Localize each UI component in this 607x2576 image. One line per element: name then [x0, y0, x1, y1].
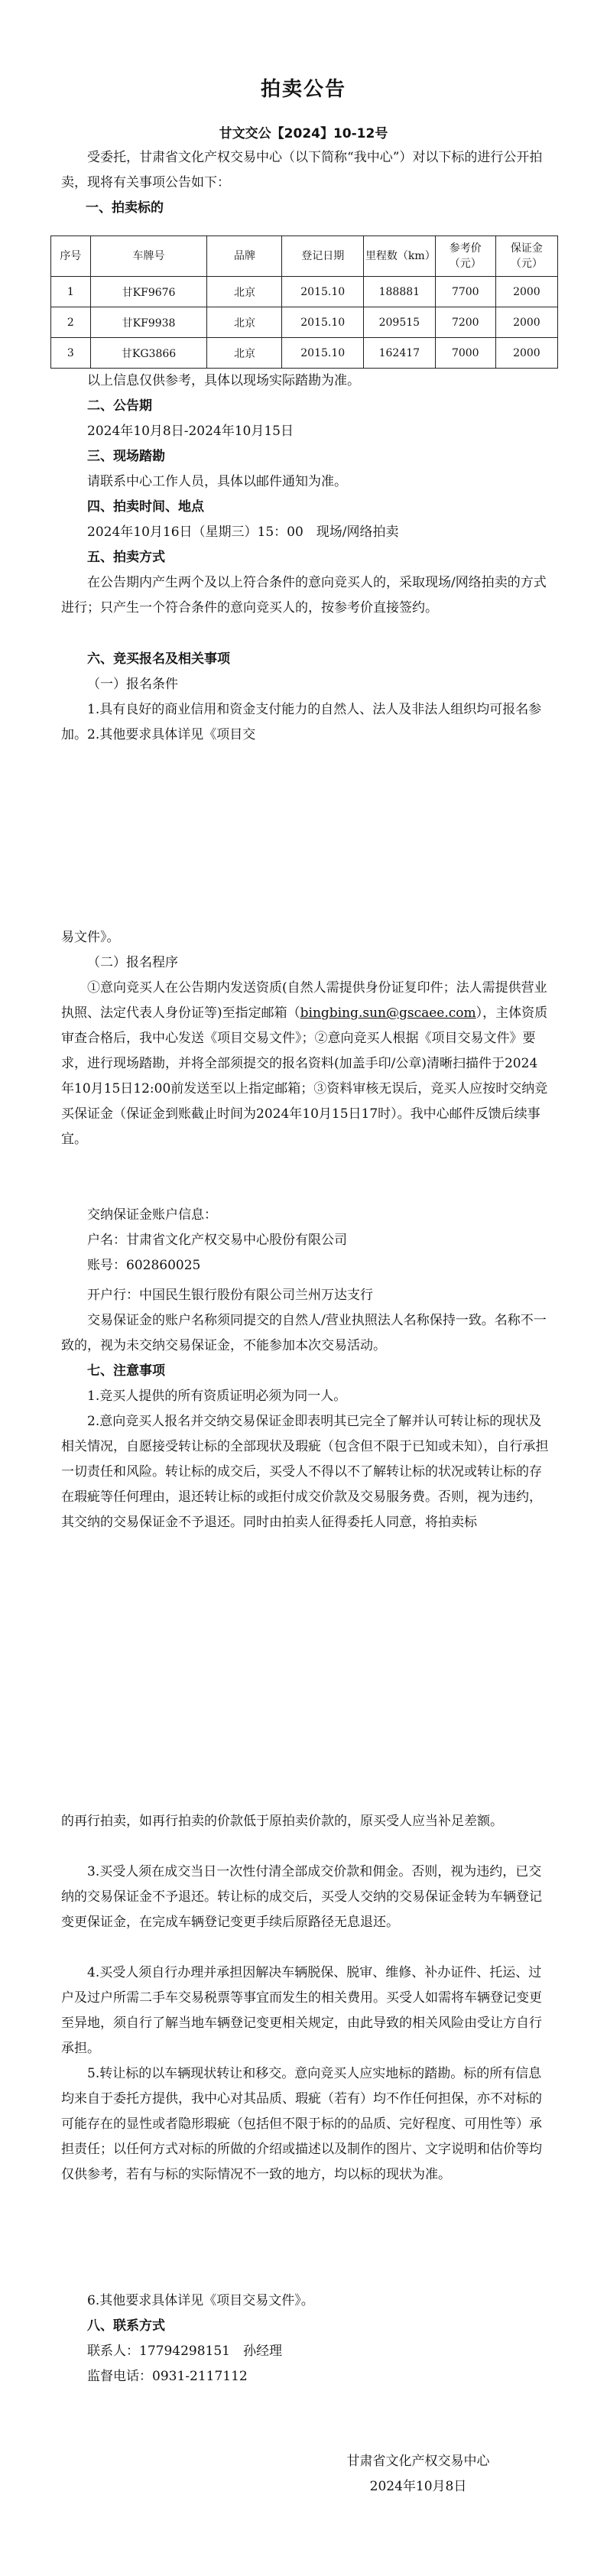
cell-reg-date: 2015.10: [282, 307, 363, 338]
notice-item-1: 1.竞买人提供的所有资质证明必须为同一人。: [87, 1389, 347, 1404]
lots-table: [50, 236, 558, 369]
section-6-heading: 六、竞买报名及相关事项: [87, 651, 230, 667]
email-link[interactable]: bingbing.sun@gscaee.com: [300, 1005, 476, 1021]
cell-mileage: 162417: [363, 338, 435, 369]
section-4-heading: 四、拍卖时间、地点: [87, 499, 204, 515]
notice-item-2-continued: 的再行拍卖，如再行拍卖的价款低于原拍卖价款的，原买受人应当补足差额。: [61, 1814, 503, 1829]
table-row: [51, 338, 558, 369]
cell-ref-price: 7000: [435, 338, 495, 369]
registration-conditions-text: 1.具有良好的商业信用和资金支付能力的自然人、法人及非法人组织均可报名参加。2.其他要求具体详见《项目交: [61, 702, 542, 742]
col-header-brand: 品牌: [207, 236, 282, 277]
table-row: [51, 277, 558, 307]
announcement-period: 2024年10月8日-2024年10月15日: [87, 424, 294, 439]
page-title: 拍卖公告: [260, 78, 346, 101]
supervision-phone: 监督电话：0931-2117112: [87, 2369, 248, 2384]
notice-item-6: 6.其他要求具体详见《项目交易文件》。: [87, 2293, 314, 2308]
cell-index: 3: [51, 338, 91, 369]
deposit-account-title: 交纳保证金账户信息：: [87, 1207, 217, 1223]
cell-deposit: 2000: [495, 277, 557, 307]
cell-plate: 甘KF9938: [90, 307, 207, 338]
auction-time-place: 2024年10月16日（星期三）15：00 现场/网络拍卖: [87, 525, 399, 540]
procedure-text-part-b: ），主体资质审查合格后，我中心发送《项目交易文件》；②意向竞买人根据《项目交易文件》要求，进行现场踏勘，并将全部须提交的报名资料(加盖手印/公章)清晰扫描件于2024年10月15日12:00前发送至以上指定邮箱；③资料审核无误后，竞买人应按时交纳竞买保证金（保证金到账截止时间为2024年10月15日17时）。我中心邮件反馈后续事宜。: [61, 1005, 548, 1147]
deposit-account-note: 交易保证金的账户名称须同提交的自然人/营业执照法人名称保持一致。名称不一致的，视为未交纳交易保证金，不能参加本次交易活动。: [61, 1313, 547, 1353]
col-header-deposit: 保证金（元）: [495, 236, 557, 277]
registration-conditions-heading: （一）报名条件: [87, 677, 178, 692]
cell-mileage: 209515: [363, 307, 435, 338]
cell-mileage: 188881: [363, 277, 435, 307]
notice-item-4: 4.买受人须自行办理并承担因解决车辆脱保、脱审、维修、补办证件、托运、过户及过户所需二手车交易税票等事宜而发生的相关费用。买受人如需将车辆登记变更至异地，须自行了解当地车辆登记变更相关规定，由此导致的相关风险由受让方自行承担。: [61, 1965, 542, 2056]
col-header-mileage: 里程数（km）: [363, 236, 435, 277]
cell-deposit: 2000: [495, 307, 557, 338]
section-3-heading: 三、现场踏勘: [87, 449, 165, 464]
table-row: [51, 307, 558, 338]
section-2-heading: 二、公告期: [87, 398, 152, 414]
section-7-heading: 七、注意事项: [87, 1363, 165, 1379]
section-1-heading: 一、拍卖标的: [86, 200, 164, 216]
notice-item-3: 3.买受人须在成交当日一次性付清全部成交价款和佣金。否则，视为违约，已交纳的交易保证金不予退还。转让标的成交后，买受人交纳的交易保证金转为车辆登记变更保证金，在完成车辆登记变更手续后原路径无息退还。: [61, 1864, 542, 1930]
section-8-heading: 八、联系方式: [87, 2318, 165, 2334]
intro-paragraph: 受委托，甘肃省文化产权交易中心（以下简称“我中心”）对以下标的进行公开拍卖，现将有关事项公告如下：: [61, 150, 543, 190]
cell-ref-price: 7700: [435, 277, 495, 307]
cell-brand: 北京: [207, 277, 282, 307]
signature-organization: 甘肃省文化产权交易中心: [346, 2454, 490, 2469]
registration-conditions-continued: 易文件》。: [61, 930, 120, 945]
cell-reg-date: 2015.10: [282, 277, 363, 307]
col-header-ref-price: 参考价（元）: [435, 236, 495, 277]
table-note: 以上信息仅供参考，具体以现场实际踏勘为准。: [87, 373, 360, 388]
registration-procedure-heading: （二）报名程序: [87, 955, 178, 970]
col-header-reg-date: 登记日期: [282, 236, 363, 277]
cell-reg-date: 2015.10: [282, 338, 363, 369]
section-5-heading: 五、拍卖方式: [87, 550, 165, 565]
notice-item-5: 5.转让标的以车辆现状转让和移交。意向竞买人应实地标的踏勘。标的所有信息均来自于委托方提供，我中心对其品质、瑕疵（若有）均不作任何担保，亦不对标的可能存在的显性或者隐形瑕疵（包括但不限于标的的品质、完好程度、可用性等）承担责任；以任何方式对标的所做的介绍或描述以及制作的图片、文字说明和估价等均仅供参考，若有与标的实际情况不一致的地方，均以标的现状为准。: [61, 2066, 542, 2182]
cell-index: 2: [51, 307, 91, 338]
col-header-plate: 车牌号: [90, 236, 207, 277]
signature-date: 2024年10月8日: [369, 2479, 467, 2494]
site-inspection-text: 请联系中心工作人员，具体以邮件通知为准。: [87, 474, 347, 489]
auction-method-text: 在公告期内产生两个及以上符合条件的意向竞买人的，采取现场/网络拍卖的方式进行；只产生一个符合条件的意向竞买人的，按参考价直接签约。: [61, 575, 547, 616]
document-number: 甘文交公【2024】10-12号: [219, 126, 388, 141]
cell-deposit: 2000: [495, 338, 557, 369]
cell-plate: 甘KG3866: [90, 338, 207, 369]
cell-plate: 甘KF9676: [90, 277, 207, 307]
cell-brand: 北京: [207, 338, 282, 369]
table-header-row: [51, 236, 558, 277]
deposit-account-name: 户名：甘肃省文化产权交易中心股份有限公司: [87, 1233, 347, 1248]
cell-index: 1: [51, 277, 91, 307]
procedure-text-part-a: ①意向竞买人在公告期内发送资质(自然人需提供身份证复印件；法人需提供营业执照、法定代表人身份证等)至指定邮箱（: [61, 980, 547, 1021]
deposit-account-number: 账号：602860025: [87, 1258, 201, 1273]
cell-ref-price: 7200: [435, 307, 495, 338]
col-header-index: 序号: [51, 236, 91, 277]
registration-procedure-text: [61, 976, 550, 1152]
notice-item-2: 2.意向竞买人报名并交纳交易保证金即表明其已完全了解并认可转让标的现状及相关情况，自愿接受转让标的全部现状及瑕疵（包含但不限于已知或未知），自行承担一切责任和风险。转让标的成交后，买受人不得以不了解转让标的状况或转让标的存在瑕疵等任何理由，退还转让标的或拒付成交价款及交易服务费。否则，视为违约，其交纳的交易保证金不予退还。同时由拍卖人征得委托人同意，将拍卖标: [61, 1414, 549, 1530]
deposit-account-bank: 开户行：中国民生银行股份有限公司兰州万达支行: [87, 1288, 373, 1303]
cell-brand: 北京: [207, 307, 282, 338]
contact-person: 联系人：17794298151 孙经理: [87, 2344, 282, 2359]
